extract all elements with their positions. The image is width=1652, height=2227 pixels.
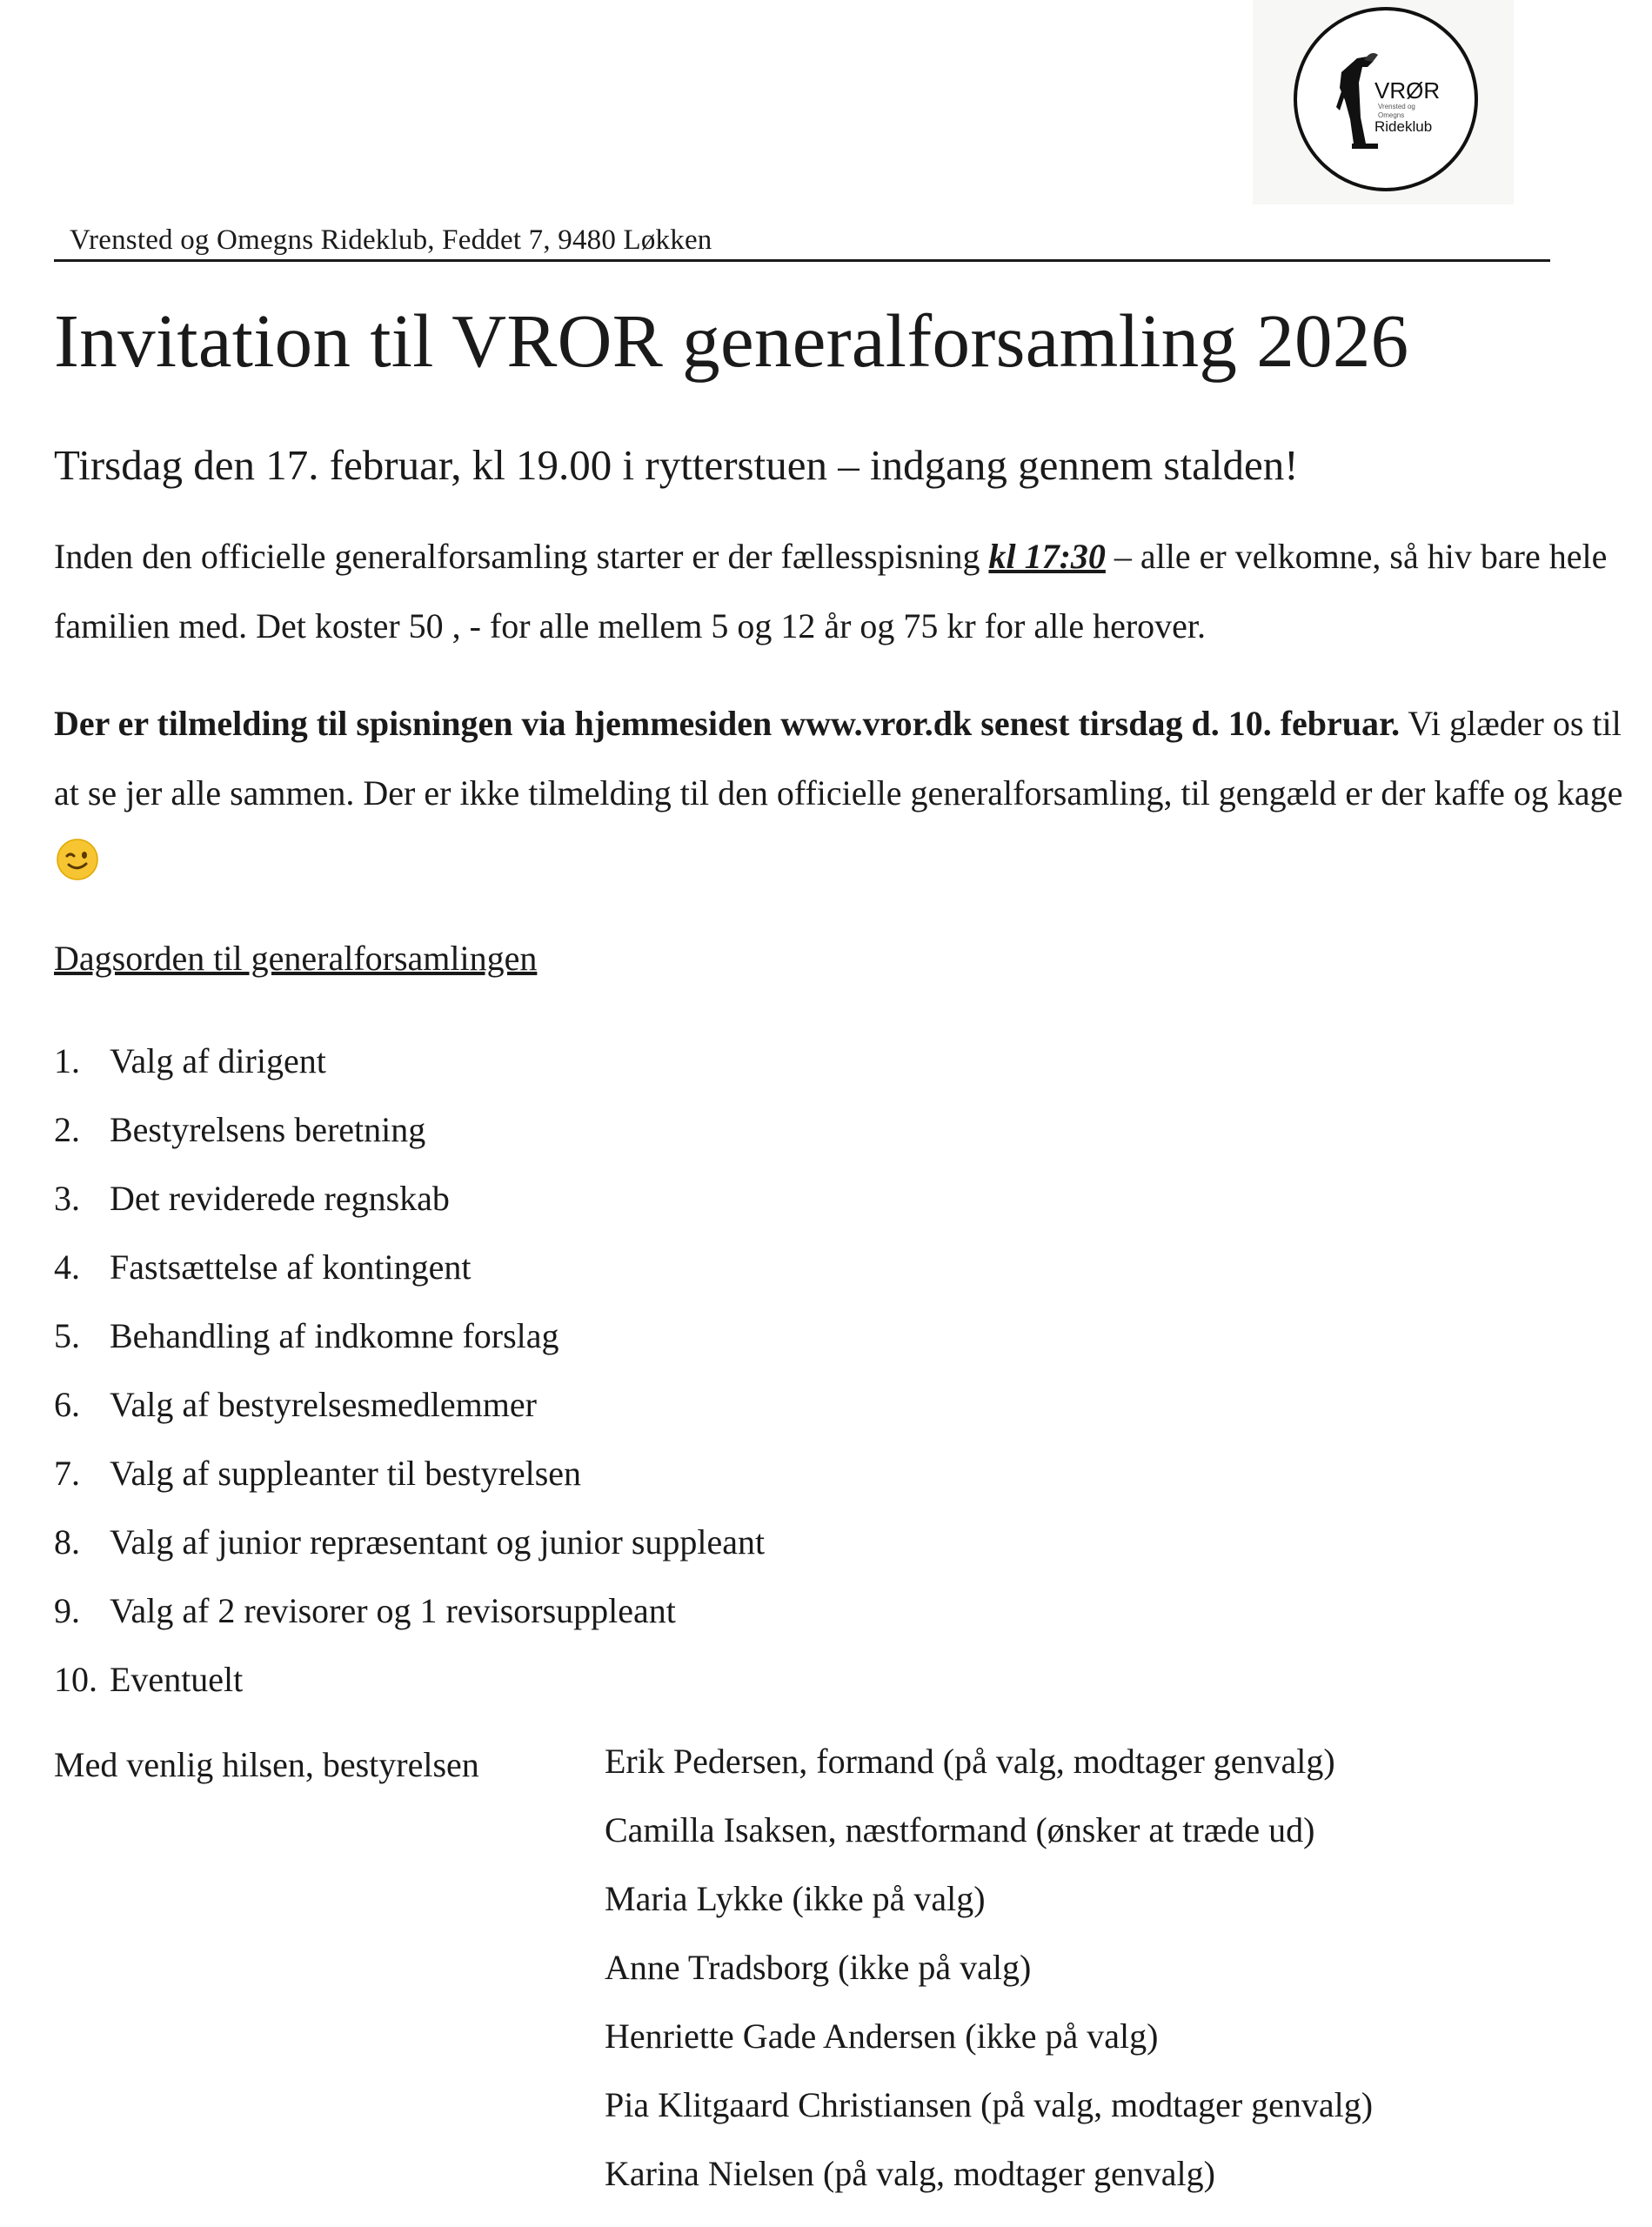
agenda-item <box>54 1301 765 1370</box>
agenda-item <box>54 1576 765 1645</box>
meeting-date: Tirsdag den 17. februar, kl 19.00 i rytterstuen – indgang gennem stalden! <box>54 441 1299 489</box>
board-member: Anne Tradsborg (ikke på valg) <box>605 1948 1032 1987</box>
header-divider <box>54 259 1550 262</box>
intro-paragraph <box>54 522 1637 661</box>
agenda-item <box>54 1645 765 1714</box>
agenda-item-text: Valg af junior repræsentant og junior suppleant <box>110 1522 766 1562</box>
agenda-item-text: Valg af suppleanter til bestyrelsen <box>110 1454 582 1493</box>
agenda-item <box>54 1164 765 1233</box>
board-member: Camilla Isaksen, næstformand (ønsker at træde ud) <box>605 1810 1315 1849</box>
intro-text-end: – alle er velkomne, så hiv bare hele familien med. Det koster 50 , - for alle mellem 5 og 12 år og 75 kr for alle herover. <box>54 537 1608 645</box>
closing-greeting: Med venlig hilsen, bestyrelsen <box>54 1745 479 1784</box>
agenda-item-text: Bestyrelsens beretning <box>110 1110 426 1149</box>
board-member: Henriette Gade Andersen (ikke på valg) <box>605 2016 1159 2056</box>
board-member: Erik Pedersen, formand (på valg, modtager genvalg) <box>605 1742 1335 1781</box>
signup-paragraph <box>54 689 1637 898</box>
agenda-item-text: Valg af 2 revisorer og 1 revisorsuppleant <box>110 1591 676 1630</box>
signup-text: Vi glæder os til at se jer alle sammen. Der er ikke tilmelding til den officielle generalforsamling, til gengæld er der kaffe og kage <box>54 704 1623 813</box>
agenda-item-number: 10. <box>54 1660 97 1699</box>
club-logo <box>1287 4 1484 194</box>
agenda-item-number: 5. <box>54 1316 80 1355</box>
agenda-item-text: Eventuelt <box>110 1660 244 1699</box>
board-member-list <box>605 1744 1373 2225</box>
agenda-item <box>54 1027 765 1095</box>
agenda-item-text: Behandling af indkomne forslag <box>110 1316 559 1355</box>
logo-sub-1: Vrensted og <box>1378 103 1415 110</box>
agenda-heading: Dagsorden til generalforsamlingen <box>54 939 538 978</box>
agenda-item-text: Fastsættelse af kontingent <box>110 1247 472 1287</box>
agenda-item-number: 9. <box>54 1591 80 1630</box>
logo-name: VRØR <box>1374 77 1441 104</box>
agenda-item-number: 2. <box>54 1110 80 1149</box>
club-address: Vrensted og Omegns Rideklub, Feddet 7, 9480 Løkken <box>70 224 712 256</box>
agenda-item-text: Valg af dirigent <box>110 1041 326 1080</box>
agenda-item <box>54 1508 765 1576</box>
agenda-item-text: Det reviderede regnskab <box>110 1179 450 1218</box>
agenda-item-number: 6. <box>54 1385 80 1424</box>
agenda-item-number: 3. <box>54 1179 80 1218</box>
intro-text-start: Inden den officielle generalforsamling starter er der fællesspisning <box>54 537 989 576</box>
agenda-item <box>54 1095 765 1164</box>
winking-face-icon <box>56 838 99 881</box>
logo-sub-3: Rideklub <box>1374 118 1433 135</box>
agenda-item <box>54 1370 765 1439</box>
board-member: Pia Klitgaard Christiansen (på valg, modtager genvalg) <box>605 2085 1374 2124</box>
agenda-item-number: 4. <box>54 1247 80 1287</box>
signup-deadline: Der er tilmelding til spisningen via hjemmesiden www.vror.dk senest tirsdag d. 10. februar. <box>54 704 1401 743</box>
agenda-item <box>54 1439 765 1508</box>
agenda-item-number: 8. <box>54 1522 80 1562</box>
logo-sub-2: Omegns <box>1378 111 1405 119</box>
dinner-time: kl 17:30 <box>988 537 1106 576</box>
page-title: Invitation til VROR generalforsamling 2026 <box>54 298 1409 383</box>
board-member: Maria Lykke (ikke på valg) <box>605 1879 986 1918</box>
agenda-item-number: 1. <box>54 1041 80 1080</box>
agenda-list <box>54 1027 765 1714</box>
agenda-item-text: Valg af bestyrelsesmedlemmer <box>110 1385 537 1424</box>
agenda-item-number: 7. <box>54 1454 80 1493</box>
agenda-item <box>54 1233 765 1301</box>
board-member: Karina Nielsen (på valg, modtager genvalg) <box>605 2154 1215 2193</box>
